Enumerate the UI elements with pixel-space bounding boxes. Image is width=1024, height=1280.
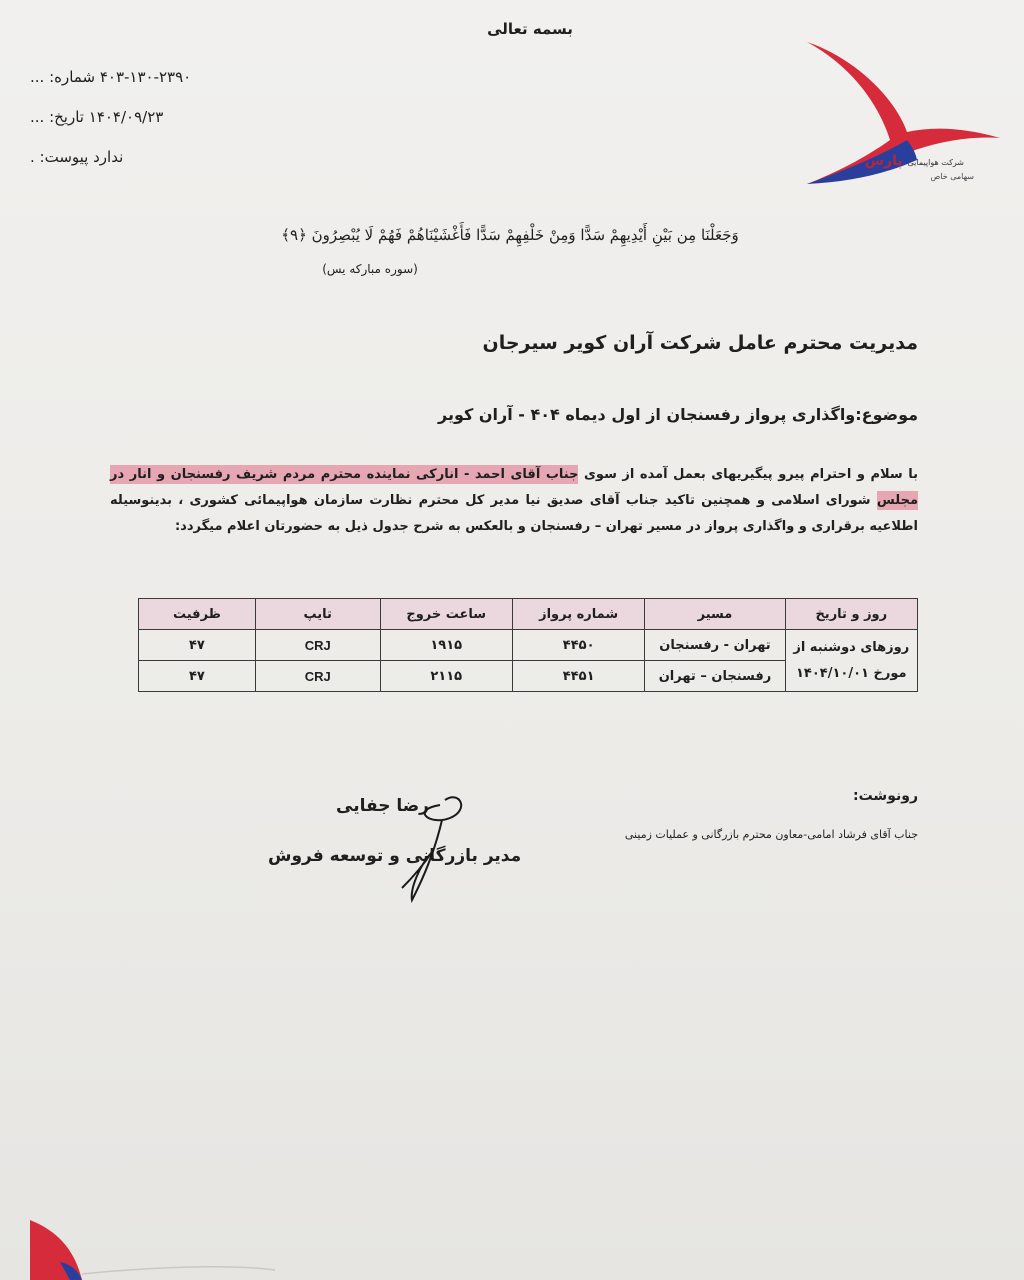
table-cell-day-date <box>785 630 917 692</box>
logo-name <box>865 153 964 169</box>
table-cell-route: تهران - رفسنجان <box>645 630 785 661</box>
letter-number <box>30 68 270 86</box>
logo-prefix: شرکت هواپیمایی <box>907 158 964 167</box>
quran-verse: وَجَعَلْنَا مِن بَيْنِ أَيْدِيهِمْ سَدًّا وَمِنْ خَلْفِهِمْ سَدًّا فَأَغْشَيْنَاهُمْ فَهُمْ لَا يُبْصِرُونَ ﴿۹﴾ <box>281 226 739 244</box>
table-header: ساعت خروج <box>380 599 512 630</box>
table-header-row <box>139 599 918 630</box>
basmala: بسمه تعالی <box>487 20 573 38</box>
signatory-name: رضا جفایی <box>336 796 429 816</box>
table-cell-type: CRJ <box>255 661 380 692</box>
table-cell-type: CRJ <box>255 630 380 661</box>
day-date-line1: روزهای دوشنبه از <box>793 639 910 655</box>
body-rest: شورای اسلامی و همچنین تاکید جناب آقای صدیق نیا مدیر کل محترم نظارت سازمان هواپیمائی کشوری ، بدینوسیله اطلاعیه برقراری و واگذاری پرواز در مسیر تهران – رفسنجان و بالعکس به شرح جدول ذیل به حضورتان اعلام میگردد: <box>110 493 918 534</box>
table-cell-capacity: ۴۷ <box>139 630 256 661</box>
letter-attachment <box>30 148 270 166</box>
table-header: ظرفیت <box>139 599 256 630</box>
table-header: شماره پرواز <box>512 599 644 630</box>
attachment-value: ندارد <box>93 148 124 166</box>
letter-date <box>30 108 270 126</box>
body-highlight: جناب آقای احمد - انارکی نماینده محترم مردم شریف رفسنجان و انار در مجلس <box>110 467 918 508</box>
pars-airline-logo-icon <box>795 28 1010 198</box>
number-label: شماره: ... <box>30 68 96 86</box>
table-cell-route: رفسنجان – تهران <box>645 661 785 692</box>
table-cell-flight: ۴۴۵۰ <box>512 630 644 661</box>
subject-line: موضوع:واگذاری پرواز رفسنجان از اول دیماه ۴۰۴ - آران کویر <box>438 405 918 424</box>
cc-recipient: جناب آقای فرشاد امامی-معاون محترم بازرگانی و عملیات زمینی <box>624 828 918 841</box>
logo-title: پارس <box>864 153 903 169</box>
table-cell-capacity: ۴۷ <box>139 661 256 692</box>
body-intro: با سلام و احترام پیرو پیگیریهای بعمل آمده از سوی <box>578 467 918 482</box>
table-cell-flight: ۴۴۵۱ <box>512 661 644 692</box>
number-value: ۴۰۳-۱۳۰-۲۳۹۰ <box>99 68 192 86</box>
table-row <box>139 630 918 661</box>
day-date-line2: مورخ ۱۴۰۴/۱۰/۰۱ <box>796 665 907 681</box>
corner-logo-icon <box>30 1212 290 1280</box>
flight-schedule-table <box>138 598 918 692</box>
table-cell-departure: ۱۹۱۵ <box>380 630 512 661</box>
logo-subtitle: سهامی خاص <box>930 172 974 181</box>
date-label: تاریخ: ... <box>30 108 84 126</box>
signatory-title: مدیر بازرگانی و توسعه فروش <box>268 846 522 866</box>
letter-body <box>110 462 918 540</box>
recipient: مدیریت محترم عامل شرکت آران کویر سیرجان <box>482 332 918 354</box>
cc-title: رونوشت: <box>853 788 918 804</box>
verse-reference: (سوره مبارکه یس) <box>322 262 418 276</box>
table-cell-departure: ۲۱۱۵ <box>380 661 512 692</box>
table-header: روز و تاریخ <box>785 599 917 630</box>
handwritten-signature-icon <box>350 770 500 920</box>
date-value: ۱۴۰۴/۰۹/۲۳ <box>88 108 164 126</box>
attachment-label: پیوست: . <box>30 148 89 166</box>
table-header: مسیر <box>645 599 785 630</box>
table-header: تایپ <box>255 599 380 630</box>
